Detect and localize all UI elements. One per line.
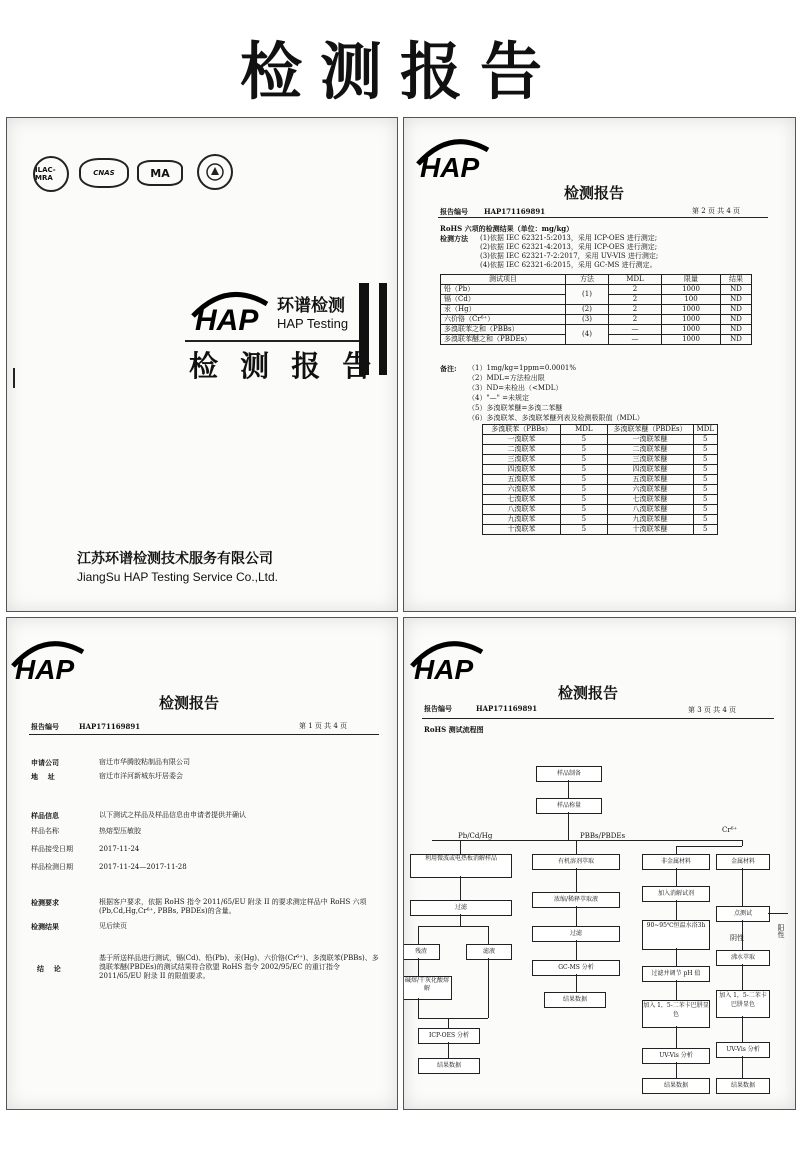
table-row	[483, 485, 718, 495]
flow-step: 沸水萃取	[716, 950, 770, 966]
negative-label: 阴性	[730, 934, 744, 942]
flow-step: 结果数据	[544, 992, 606, 1008]
report-cover-page	[6, 117, 398, 612]
table-cell: ND	[721, 295, 752, 305]
report-number-label: 报告编号	[440, 207, 468, 216]
page-heading: 检测报告	[558, 684, 619, 702]
table-cell: 5	[561, 525, 607, 535]
report-number: HAP171169891	[79, 722, 141, 731]
note-5: （5）多溴联苯醚=多溴二苯醚	[468, 404, 563, 412]
flow-step: 加入消解试剂	[642, 886, 710, 902]
flow-step: 加入 1，5-二苯卡巴肼显色	[642, 1000, 710, 1028]
table-cell: 八溴联苯	[483, 505, 561, 515]
flow-side-arrow	[768, 913, 788, 914]
table-cell: 5	[693, 485, 717, 495]
note-1: （1）1mg/kg=1ppm=0.0001%	[468, 364, 577, 372]
flow-step: 结果数据	[418, 1058, 480, 1074]
report-number: HAP171169891	[484, 207, 546, 216]
flow-merge-line	[418, 1018, 488, 1019]
table-row	[483, 465, 718, 475]
table-row	[441, 305, 752, 315]
flow-arrow	[676, 846, 677, 854]
table-row	[483, 515, 718, 525]
cover-report-title: 检 测 报 告	[189, 349, 378, 383]
cover-mark	[13, 368, 15, 388]
table-row	[483, 435, 718, 445]
flow-arrow	[576, 940, 577, 960]
table-cell: 2	[609, 295, 662, 305]
field-value: 见后续页	[99, 922, 127, 930]
flow-arrow	[676, 948, 677, 966]
table-cell: 5	[693, 465, 717, 475]
table-cell: 5	[561, 465, 607, 475]
table-cell: 1000	[662, 315, 721, 325]
flow-arrow	[576, 840, 577, 854]
table-cell: 汞（Hg）	[441, 305, 566, 315]
field-label: 检测要求	[31, 898, 59, 907]
flow-arrow	[418, 958, 419, 976]
table-cell: 5	[561, 475, 607, 485]
flow-arrow	[448, 1042, 449, 1058]
table-row	[483, 525, 718, 535]
flow-step: 残渣	[403, 944, 440, 960]
flow-step: 滤液	[466, 944, 512, 960]
rohs-results-table	[440, 274, 752, 345]
flow-arrow	[488, 958, 489, 1018]
field-label: 结 论	[37, 964, 61, 973]
table-cell: 九溴联苯	[483, 515, 561, 525]
page-heading: 检测报告	[159, 694, 220, 712]
table-cell: 5	[561, 505, 607, 515]
table-cell: (4)	[566, 325, 609, 345]
flow-title: RoHS 测试流程图	[424, 725, 484, 734]
table-cell: 一溴联苯醚	[607, 435, 693, 445]
table-cell: 多溴联苯之和（PBBs）	[441, 325, 566, 335]
flow-step: 金属材料	[716, 854, 770, 870]
field-label: 样品名称	[31, 827, 59, 835]
field-value: 宿迁市洋河新城东圩居委会	[99, 772, 183, 780]
hap-logo-text: HAP	[420, 152, 480, 183]
flow-branch-line	[418, 926, 488, 927]
table-cell: 5	[561, 495, 607, 505]
flow-step: 利用微波或电热板消解样品	[410, 854, 512, 878]
flow-step: 点测试	[716, 906, 770, 922]
table-cell: 二溴联苯醚	[607, 445, 693, 455]
hap-logo	[414, 134, 494, 184]
flow-step: 浓缩/稀释萃取液	[532, 892, 620, 908]
field-label: 检测结果	[31, 922, 59, 931]
table-header-cell: 多溴联苯醚（PBDEs）	[607, 425, 693, 435]
field-label: 申请公司	[31, 758, 59, 767]
page-title: 检测报告	[239, 35, 560, 108]
table-cell: 1000	[662, 325, 721, 335]
field-value: 宿迁市华腾胶粘制品有限公司	[99, 758, 190, 766]
table-row	[483, 495, 718, 505]
company-short-en: HAP Testing	[277, 316, 349, 331]
table-cell: 铅（Pb）	[441, 285, 566, 295]
method-2: (2)依据 IEC 62321-4:2013，采用 ICP-OES 进行测定;	[480, 243, 658, 251]
table-cell: 六溴联苯醚	[607, 485, 693, 495]
field-label: 地 址	[31, 772, 55, 781]
note-6: （6）多溴联苯、多溴联苯醚列表及检测极限值（MDL）	[468, 414, 644, 422]
table-cell: —	[609, 325, 662, 335]
table-header-cell: MDL	[609, 275, 662, 285]
table-cell: 5	[561, 435, 607, 445]
field-value: 2017-11-24—2017-11-28	[99, 863, 187, 871]
table-cell: 二溴联苯	[483, 445, 561, 455]
note-2: （2）MDL=方法检出限	[468, 374, 545, 382]
table-header-cell: 限量	[662, 275, 721, 285]
note-3: （3）ND=未检出（<MDL）	[468, 384, 563, 392]
report-page-2	[403, 117, 796, 612]
table-cell: 九溴联苯醚	[607, 515, 693, 525]
field-value: 根据客户要求，依据 RoHS 指令 2011/65/EU 附录 II 的要求测定样品中 RoHS 六项(Pb,Cd,Hg,Cr⁶⁺, PBBs, PBDEs)的含量。	[99, 898, 367, 915]
field-label: 样品接受日期	[31, 845, 73, 853]
method-label: 检测方法	[440, 234, 468, 243]
flow-arrow	[460, 840, 461, 854]
flow-arrow	[576, 868, 577, 892]
table-cell: 1000	[662, 335, 721, 345]
side-label: 阳性	[777, 924, 785, 938]
table-cell: 五溴联苯	[483, 475, 561, 485]
table-cell: ND	[721, 285, 752, 295]
cnas-badge: CNAS	[79, 158, 129, 188]
table-cell: 5	[693, 525, 717, 535]
field-value: 基于所送样品进行测试，镉(Cd)、铅(Pb)、汞(Hg)、六价铬(Cr⁶⁺)、多溴联苯(PBBs)、多溴联苯醚(PBDEs)的测试结果符合欧盟 RoHS 指令 2002/95/EC 的重订指令 2011/65/EU 附录 II 的限值要求。	[99, 954, 379, 980]
flow-arrow	[742, 868, 743, 906]
cma-badge: MA	[137, 160, 183, 186]
table-header-row	[483, 425, 718, 435]
table-header-cell: 方法	[566, 275, 609, 285]
ilac-mra-badge: ILAC-MRA	[33, 156, 69, 192]
table-cell: 5	[693, 455, 717, 465]
notes-label: 备注:	[440, 364, 457, 373]
flow-arrow	[418, 926, 419, 944]
table-cell: (1)	[566, 285, 609, 305]
table-cell: 2	[609, 285, 662, 295]
table-cell: 十溴联苯	[483, 525, 561, 535]
table-row	[441, 315, 752, 325]
table-row	[483, 505, 718, 515]
table-header-cell: MDL	[693, 425, 717, 435]
field-label: 样品信息	[31, 811, 59, 820]
method-1: (1)依据 IEC 62321-5:2013，采用 ICP-OES 进行测定;	[480, 234, 658, 242]
hap-logo	[187, 286, 273, 342]
table-cell: 三溴联苯醚	[607, 455, 693, 465]
results-title: RoHS 六项的检测结果（单位：mg/kg）	[440, 224, 574, 233]
table-cell: 5	[693, 515, 717, 525]
table-cell: ND	[721, 305, 752, 315]
table-cell: 5	[693, 505, 717, 515]
table-cell: ND	[721, 325, 752, 335]
flow-arrow	[568, 812, 569, 840]
note-4: （4）"—" =未规定	[468, 394, 529, 402]
flow-arrow	[460, 914, 461, 926]
table-row	[483, 445, 718, 455]
flow-arrow	[742, 964, 743, 990]
table-header-row	[441, 275, 752, 285]
report-number-label: 报告编号	[424, 704, 452, 713]
table-cell: 镉（Cd）	[441, 295, 566, 305]
report-number-label: 报告编号	[31, 722, 59, 731]
branch-label: PBBs/PBDEs	[580, 832, 626, 840]
table-cell: —	[609, 335, 662, 345]
table-cell: 一溴联苯	[483, 435, 561, 445]
flow-arrow	[676, 900, 677, 920]
table-header-cell: 测试项目	[441, 275, 566, 285]
table-cell: ND	[721, 315, 752, 325]
flow-step: 结果数据	[642, 1078, 710, 1094]
company-short-cn: 环谱检测	[277, 296, 345, 316]
table-cell: 5	[693, 445, 717, 455]
flow-arrow	[742, 1016, 743, 1042]
page-info: 第 2 页 共 4 页	[692, 207, 741, 215]
table-cell: 5	[561, 485, 607, 495]
header-rule	[438, 217, 768, 218]
company-name-cn: 江苏环谱检测技术服务有限公司	[77, 551, 273, 567]
table-cell: 七溴联苯醚	[607, 495, 693, 505]
pbb-mdl-table	[482, 424, 718, 535]
hap-logo-text: HAP	[15, 654, 75, 685]
table-cell: 2	[609, 305, 662, 315]
header-rule	[29, 734, 379, 735]
table-cell: 5	[693, 495, 717, 505]
flow-arrow	[418, 998, 419, 1018]
table-cell: 三溴联苯	[483, 455, 561, 465]
flow-arrow	[448, 1018, 449, 1028]
flow-step-prep: 样品制备	[536, 766, 602, 782]
table-cell: 十溴联苯醚	[607, 525, 693, 535]
table-cell: (3)	[566, 315, 609, 325]
report-page-1	[6, 617, 398, 1110]
hap-logo-text: HAP	[195, 304, 259, 337]
flow-arrow	[742, 1056, 743, 1078]
table-cell: 六溴联苯	[483, 485, 561, 495]
field-value: 热熔型压敏胶	[99, 827, 141, 835]
table-cell: (2)	[566, 305, 609, 315]
table-row	[483, 475, 718, 485]
flow-arrow	[576, 906, 577, 926]
method-3: (3)依据 IEC 62321-7-2:2017，采用 UV-VIS 进行测定;	[480, 252, 659, 260]
flow-step: 加入 1，5-二苯卡巴肼显色	[716, 990, 770, 1018]
table-cell: 100	[662, 295, 721, 305]
table-cell: 多溴联苯醚之和（PBDEs）	[441, 335, 566, 345]
hap-logo-text: HAP	[414, 654, 474, 685]
flow-arrow	[460, 876, 461, 900]
page-heading: 检测报告	[564, 184, 625, 202]
flow-step: 有机溶剂萃取	[532, 854, 620, 870]
flow-step: 过滤	[410, 900, 512, 916]
cover-accent-bar-2	[379, 283, 387, 375]
flow-step: GC-MS 分析	[532, 960, 620, 976]
table-row	[441, 325, 752, 335]
table-cell: 四溴联苯	[483, 465, 561, 475]
method-4: (4)依据 IEC 62321-6:2015，采用 GC-MS 进行测定。	[480, 261, 657, 269]
table-cell: 四溴联苯醚	[607, 465, 693, 475]
flow-step-weigh: 样品称量	[536, 798, 602, 814]
hap-logo	[408, 636, 488, 686]
table-cell: 1000	[662, 285, 721, 295]
flow-step: 过滤	[532, 926, 620, 942]
company-name-en: JiangSu HAP Testing Service Co.,Ltd.	[77, 570, 278, 584]
flow-step: 碱熔/干灰化酸熔解	[403, 976, 452, 1000]
table-cell: 1000	[662, 305, 721, 315]
table-cell: 七溴联苯	[483, 495, 561, 505]
flow-branch-line	[676, 846, 742, 847]
report-page-3	[403, 617, 796, 1110]
field-value: 以下测试之样品及样品信息由申请者提供并确认	[99, 811, 246, 819]
table-cell: 5	[693, 475, 717, 485]
field-value: 2017-11-24	[99, 845, 140, 853]
table-cell: 六价铬（Cr⁶⁺）	[441, 315, 566, 325]
table-cell: 八溴联苯醚	[607, 505, 693, 515]
table-cell: 5	[561, 445, 607, 455]
table-cell: 五溴联苯醚	[607, 475, 693, 485]
table-row	[483, 455, 718, 465]
flow-step: 90~95℃恒温水浴3h	[642, 920, 710, 950]
table-cell: 5	[561, 515, 607, 525]
page-info: 第 1 页 共 4 页	[299, 722, 348, 730]
cover-divider	[185, 340, 359, 342]
seal-badge-icon	[197, 154, 233, 190]
table-header-cell: 结果	[721, 275, 752, 285]
flow-step: UV-Vis 分析	[716, 1042, 770, 1058]
flow-arrow	[488, 926, 489, 944]
flow-arrow	[676, 1062, 677, 1078]
table-row	[441, 285, 752, 295]
header-rule	[422, 718, 774, 719]
hap-logo	[9, 636, 89, 686]
table-cell: ND	[721, 335, 752, 345]
flow-arrow	[676, 980, 677, 1000]
table-header-cell: MDL	[561, 425, 607, 435]
flow-step: UV-Vis 分析	[642, 1048, 710, 1064]
flow-arrow	[676, 1026, 677, 1048]
table-header-cell: 多溴联苯（PBBs）	[483, 425, 561, 435]
field-label: 样品检测日期	[31, 863, 73, 871]
branch-label: Pb/Cd/Hg	[458, 832, 493, 840]
flow-step: 结果数据	[716, 1078, 770, 1094]
flow-step: 非金属材料	[642, 854, 710, 870]
flow-step: 过滤并调节 pH 值	[642, 966, 710, 982]
flow-step: ICP-OES 分析	[418, 1028, 480, 1044]
table-cell: 5	[693, 435, 717, 445]
table-cell: 2	[609, 315, 662, 325]
flow-arrow	[568, 780, 569, 798]
page-info: 第 3 页 共 4 页	[688, 706, 737, 714]
branch-label: Cr⁶⁺	[722, 826, 738, 834]
flow-arrow	[576, 974, 577, 992]
report-number: HAP171169891	[476, 704, 538, 713]
flow-arrow	[742, 840, 743, 846]
table-cell: 5	[561, 455, 607, 465]
flow-arrow	[676, 868, 677, 886]
